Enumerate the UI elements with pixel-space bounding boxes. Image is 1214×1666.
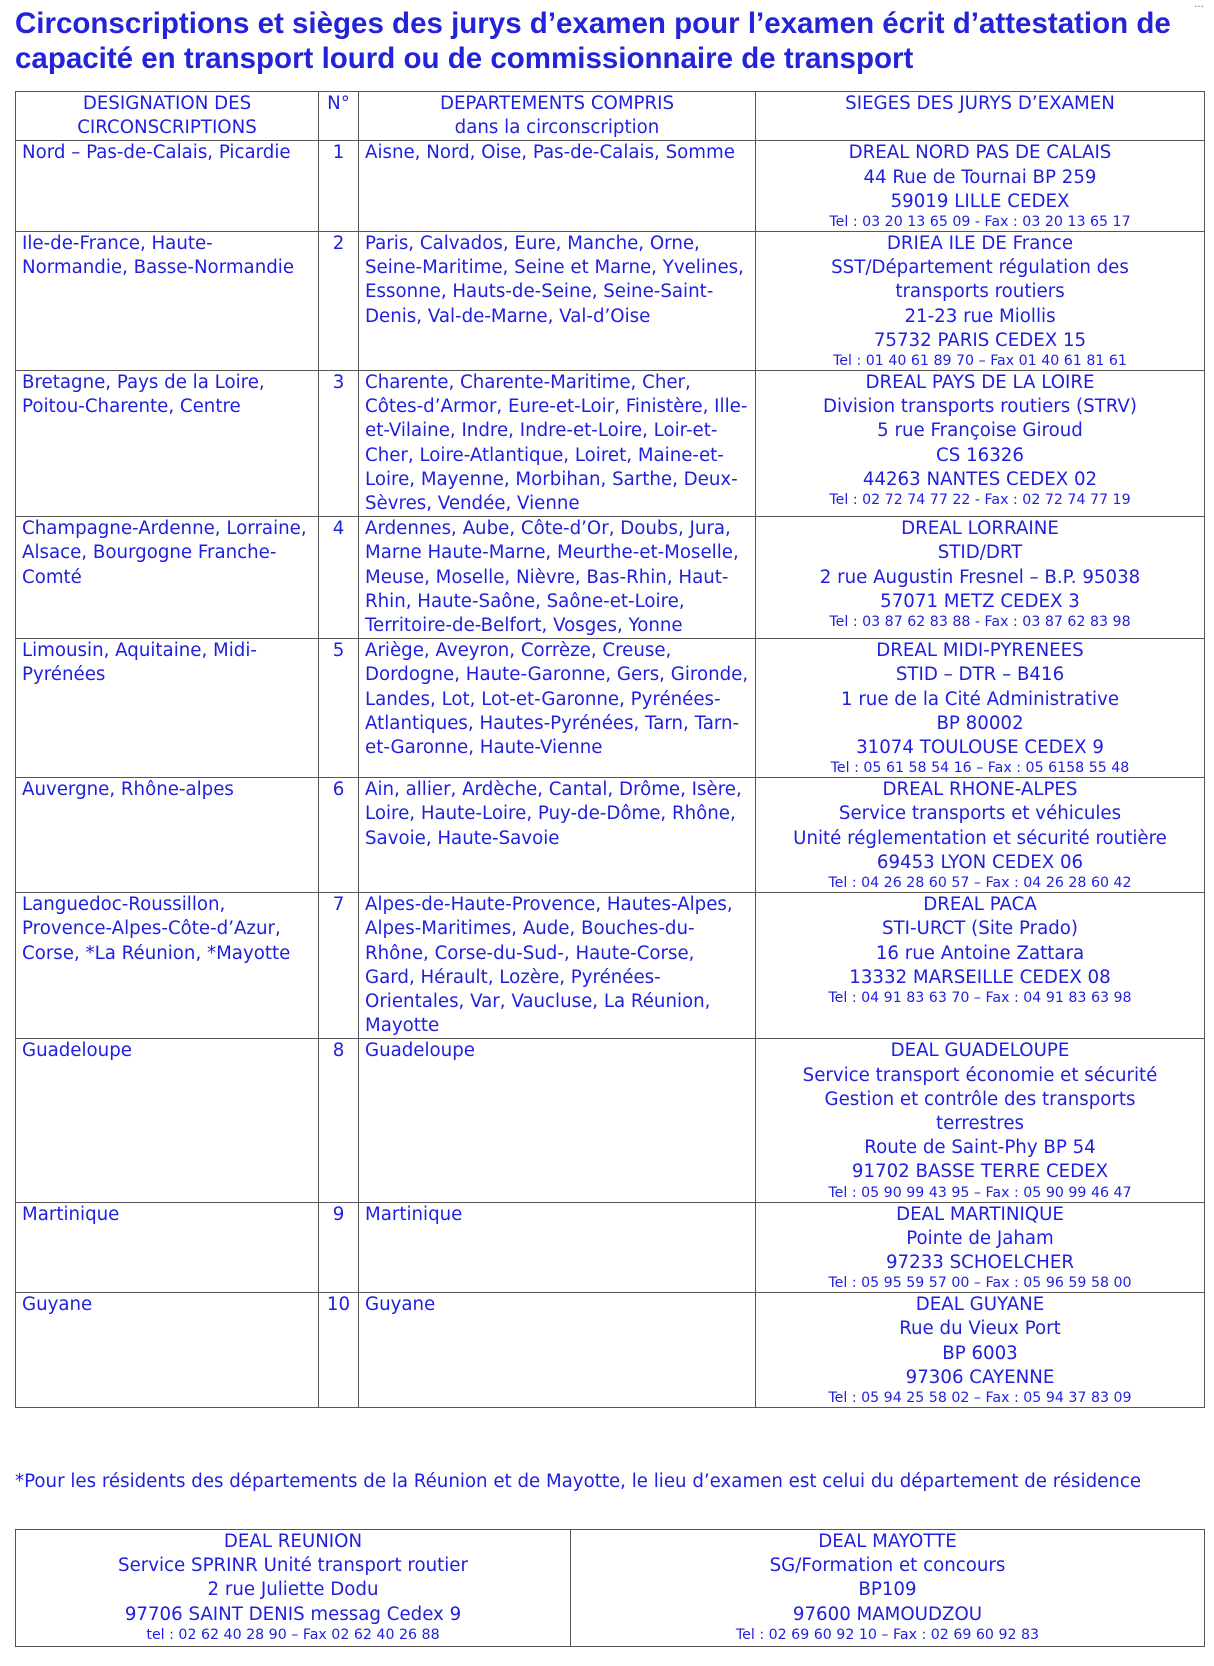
seat-address-line: 5 rue Françoise Giroud [877, 420, 1083, 442]
seat-address-line: 75732 PARIS CEDEX 15 [873, 329, 1087, 351]
extra-seat-line: 2 rue Juliette Dodu [207, 1579, 379, 1601]
page-mark: … [1194, 0, 1204, 10]
extra-seats-table [15, 1529, 1205, 1647]
jury-seat-address [756, 1039, 1205, 1202]
extra-seats-row [16, 1530, 1205, 1647]
seat-address-line: 16 rue Antoine Zattara [875, 942, 1085, 964]
departements-list: Guadeloupe [359, 1039, 756, 1202]
seat-address-line: BP 80002 [936, 712, 1024, 734]
seat-address-line: 44263 NANTES CEDEX 02 [862, 468, 1098, 490]
seat-phone-fax: Tel : 04 91 83 63 70 – Fax : 04 91 83 63 98 [828, 989, 1132, 1006]
seat-address-line: Unité réglementation et sécurité routière [793, 827, 1167, 849]
table-row [16, 232, 1205, 371]
header-designation [16, 92, 319, 141]
extra-seat-tel: Tel : 02 69 60 92 10 – Fax : 02 69 60 92 83 [735, 1626, 1040, 1643]
circonscription-name: Ile-de-France, Haute-Normandie, Basse-Normandie [16, 232, 319, 371]
seat-address-line: DREAL NORD PAS DE CALAIS [848, 142, 1112, 164]
seat-address-line: BP 6003 [942, 1342, 1018, 1364]
seat-address-line: DEAL GUYANE [915, 1294, 1045, 1316]
extra-seat-line: 97706 SAINT DENIS messag Cedex 9 [124, 1603, 462, 1625]
seat-address-line: 31074 TOULOUSE CEDEX 9 [856, 737, 1104, 759]
seat-address-line: SST/Département régulation des [831, 257, 1129, 279]
circonscription-number: 4 [319, 517, 359, 639]
extra-seat-reunion [16, 1530, 571, 1647]
seat-phone-fax: Tel : 01 40 61 89 70 – Fax 01 40 61 81 61 [833, 353, 1127, 370]
jury-seat-address [756, 141, 1205, 232]
seat-address-line: Rue du Vieux Port [899, 1318, 1061, 1340]
circonscription-name: Auvergne, Rhône-alpes [16, 778, 319, 893]
jury-seat-address [756, 232, 1205, 371]
seat-address-line: DREAL PAYS DE LA LOIRE [865, 372, 1095, 394]
circonscription-name: Limousin, Aquitaine, Midi-Pyrénées [16, 639, 319, 778]
circonscription-number: 10 [319, 1293, 359, 1408]
table-row [16, 893, 1205, 1039]
seat-address-line: STI-URCT (Site Prado) [881, 918, 1079, 940]
seat-phone-fax: Tel : 03 20 13 65 09 - Fax : 03 20 13 65 17 [829, 214, 1131, 231]
extra-seat-line: 97600 MAMOUDZOU [792, 1603, 983, 1625]
seat-address-line: Division transports routiers (STRV) [823, 396, 1137, 418]
circonscription-number: 8 [319, 1039, 359, 1202]
page-title: Circonscriptions et sièges des jurys d’examen pour l’examen écrit d’attestation de capacité en transport lourd ou de commissionnaire de transport [15, 7, 1171, 75]
header-designation-line2: CIRCONSCRIPTIONS [77, 117, 257, 139]
departements-list: Alpes-de-Haute-Provence, Hautes-Alpes, Alpes-Maritimes, Aude, Bouches-du-Rhône, Corse-du-Sud-, Haute-Corse, Gard, Hérault, Lozère, Pyrénées-Orientales, Var, Vaucluse, La Réunion, Mayotte [359, 893, 756, 1039]
footnote: *Pour les résidents des départements de la Réunion et de Mayotte, le lieu d’examen est celui du département de résidence [15, 1471, 1142, 1492]
seat-address-line: 57071 METZ CEDEX 3 [880, 590, 1080, 612]
extra-seat-line: Service SPRINR Unité transport routier [118, 1555, 468, 1577]
extra-seat-line: SG/Formation et concours [769, 1555, 1006, 1577]
seat-address-line: terrestres [935, 1112, 1025, 1134]
circonscription-name: Champagne-Ardenne, Lorraine, Alsace, Bourgogne Franche-Comté [16, 517, 319, 639]
departements-list: Martinique [359, 1202, 756, 1293]
seat-address-line: Route de Saint-Phy BP 54 [864, 1137, 1096, 1159]
seat-phone-fax: Tel : 02 72 74 77 22 - Fax : 02 72 74 77 19 [829, 492, 1131, 509]
extra-seat-mayotte [571, 1530, 1205, 1647]
jury-seat-address [756, 1202, 1205, 1293]
jury-seat-address [756, 778, 1205, 893]
seat-address-line: STID/DRT [937, 542, 1023, 564]
table-header-row [16, 92, 1205, 141]
departements-list: Guyane [359, 1293, 756, 1408]
circonscription-number: 5 [319, 639, 359, 778]
jury-seat-address [756, 517, 1205, 639]
extra-seat-tel: tel : 02 62 40 28 90 – Fax 02 62 40 26 88 [146, 1626, 440, 1643]
seat-address-line: Gestion et contrôle des transports [824, 1088, 1136, 1110]
header-departements [359, 92, 756, 141]
header-departements-line1: DEPARTEMENTS COMPRIS [439, 93, 675, 114]
departements-list: Ariège, Aveyron, Corrèze, Creuse, Dordogne, Haute-Garonne, Gers, Gironde, Landes, Lot, Lot-et-Garonne, Pyrénées-Atlantiques, Hautes-Pyrénées, Tarn, Tarn-et-Garonne, Haute-Vienne [359, 639, 756, 778]
seat-address-line: transports routiers [895, 281, 1065, 303]
departements-list: Aisne, Nord, Oise, Pas-de-Calais, Somme [359, 141, 756, 232]
extra-seat-line: DEAL REUNION [223, 1531, 363, 1552]
seat-address-line: 21-23 rue Miollis [904, 305, 1056, 327]
header-departements-line2: dans la circonscription [454, 117, 660, 139]
circonscription-number: 2 [319, 232, 359, 371]
seat-address-line: STID – DTR – B416 [895, 664, 1065, 686]
table-row [16, 1202, 1205, 1293]
seat-phone-fax: Tel : 04 26 28 60 57 – Fax : 04 26 28 60 42 [828, 875, 1132, 892]
circonscription-number: 9 [319, 1202, 359, 1293]
departements-list: Charente, Charente-Maritime, Cher, Côtes-d’Armor, Eure-et-Loir, Finistère, Ille-et-Vilaine, Indre, Indre-et-Loire, Loir-et-Cher, Loire-Atlantique, Loiret, Maine-et-Loire, Mayenne, Morbihan, Sarthe, Deux-Sèvres, Vendée, Vienne [359, 371, 756, 517]
header-designation-line1: DESIGNATION DES [82, 93, 252, 114]
jury-seat-address [756, 639, 1205, 778]
seat-address-line: Service transport économie et sécurité [802, 1064, 1158, 1086]
table-row [16, 1039, 1205, 1202]
jury-seat-address [756, 893, 1205, 1039]
table-body [16, 92, 1205, 1408]
seat-address-line: DREAL MIDI-PYRENEES [876, 640, 1084, 662]
seat-phone-fax: Tel : 05 94 25 58 02 – Fax : 05 94 37 83 09 [828, 1389, 1132, 1406]
seat-address-line: DREAL RHONE-ALPES [882, 779, 1078, 801]
departements-list: Paris, Calvados, Eure, Manche, Orne, Seine-Maritime, Seine et Marne, Yvelines, Essonne, Hauts-de-Seine, Seine-Saint-Denis, Val-de-Marne, Val-d’Oise [359, 232, 756, 371]
extra-seat-line: DEAL MAYOTTE [818, 1531, 957, 1552]
seat-address-line: 91702 BASSE TERRE CEDEX [851, 1161, 1109, 1183]
seat-address-line: 13332 MARSEILLE CEDEX 08 [849, 966, 1111, 988]
seat-address-line: CS 16326 [936, 444, 1024, 466]
seat-phone-fax: Tel : 05 90 99 43 95 – Fax : 05 90 99 46 47 [828, 1184, 1132, 1201]
seat-address-line: DEAL MARTINIQUE [896, 1203, 1064, 1225]
table-row [16, 639, 1205, 778]
circonscription-name: Languedoc-Roussillon, Provence-Alpes-Côte-d’Azur, Corse, *La Réunion, *Mayotte [16, 893, 319, 1039]
departements-list: Ardennes, Aube, Côte-d’Or, Doubs, Jura, Marne Haute-Marne, Meurthe-et-Moselle, Meuse, Moselle, Nièvre, Bas-Rhin, Haut-Rhin, Haute-Saône, Saône-et-Loire, Territoire-de-Belfort, Vosges, Yonne [359, 517, 756, 639]
table-row [16, 1293, 1205, 1408]
circonscription-number: 1 [319, 141, 359, 232]
extra-seat-line: BP109 [858, 1579, 917, 1601]
header-sieges: SIEGES DES JURYS D’EXAMEN [756, 92, 1205, 141]
seat-address-line: 69453 LYON CEDEX 06 [876, 851, 1084, 873]
seat-address-line: 59019 LILLE CEDEX [890, 190, 1070, 212]
seat-phone-fax: Tel : 03 87 62 83 88 - Fax : 03 87 62 83 98 [829, 614, 1131, 631]
circonscription-name: Nord – Pas-de-Calais, Picardie [16, 141, 319, 232]
circonscription-number: 3 [319, 371, 359, 517]
departements-list: Ain, allier, Ardèche, Cantal, Drôme, Isère, Loire, Haute-Loire, Puy-de-Dôme, Rhône, Savoie, Haute-Savoie [359, 778, 756, 893]
seat-address-line: 97306 CAYENNE [905, 1366, 1055, 1388]
jury-seat-address [756, 1293, 1205, 1408]
seat-address-line: Pointe de Jaham [906, 1227, 1054, 1249]
circonscription-name: Martinique [16, 1202, 319, 1293]
circonscription-name: Guyane [16, 1293, 319, 1408]
circonscription-name: Guadeloupe [16, 1039, 319, 1202]
table-row [16, 517, 1205, 639]
seat-address-line: DRIEA ILE DE France [886, 233, 1074, 255]
circonscription-name: Bretagne, Pays de la Loire, Poitou-Charente, Centre [16, 371, 319, 517]
jury-seats-table [15, 91, 1205, 1408]
seat-phone-fax: Tel : 05 61 58 54 16 – Fax : 05 6158 55 48 [830, 760, 1130, 777]
seat-address-line: DREAL LORRAINE [901, 518, 1059, 540]
seat-address-line: 1 rue de la Cité Administrative [840, 688, 1120, 710]
table-row [16, 778, 1205, 893]
header-number: N° [319, 92, 359, 141]
seat-address-line: 44 Rue de Tournai BP 259 [863, 166, 1097, 188]
seat-address-line: Service transports et véhicules [838, 803, 1122, 825]
jury-seat-address [756, 371, 1205, 517]
seat-address-line: DREAL PACA [923, 894, 1037, 916]
seat-address-line: DEAL GUADELOUPE [890, 1040, 1070, 1062]
seat-address-line: 97233 SCHOELCHER [885, 1251, 1074, 1273]
table-row [16, 141, 1205, 232]
circonscription-number: 7 [319, 893, 359, 1039]
table-row [16, 371, 1205, 517]
seat-address-line: 2 rue Augustin Fresnel – B.P. 95038 [819, 566, 1141, 588]
circonscription-number: 6 [319, 778, 359, 893]
seat-phone-fax: Tel : 05 95 59 57 00 – Fax : 05 96 59 58 00 [828, 1275, 1132, 1292]
